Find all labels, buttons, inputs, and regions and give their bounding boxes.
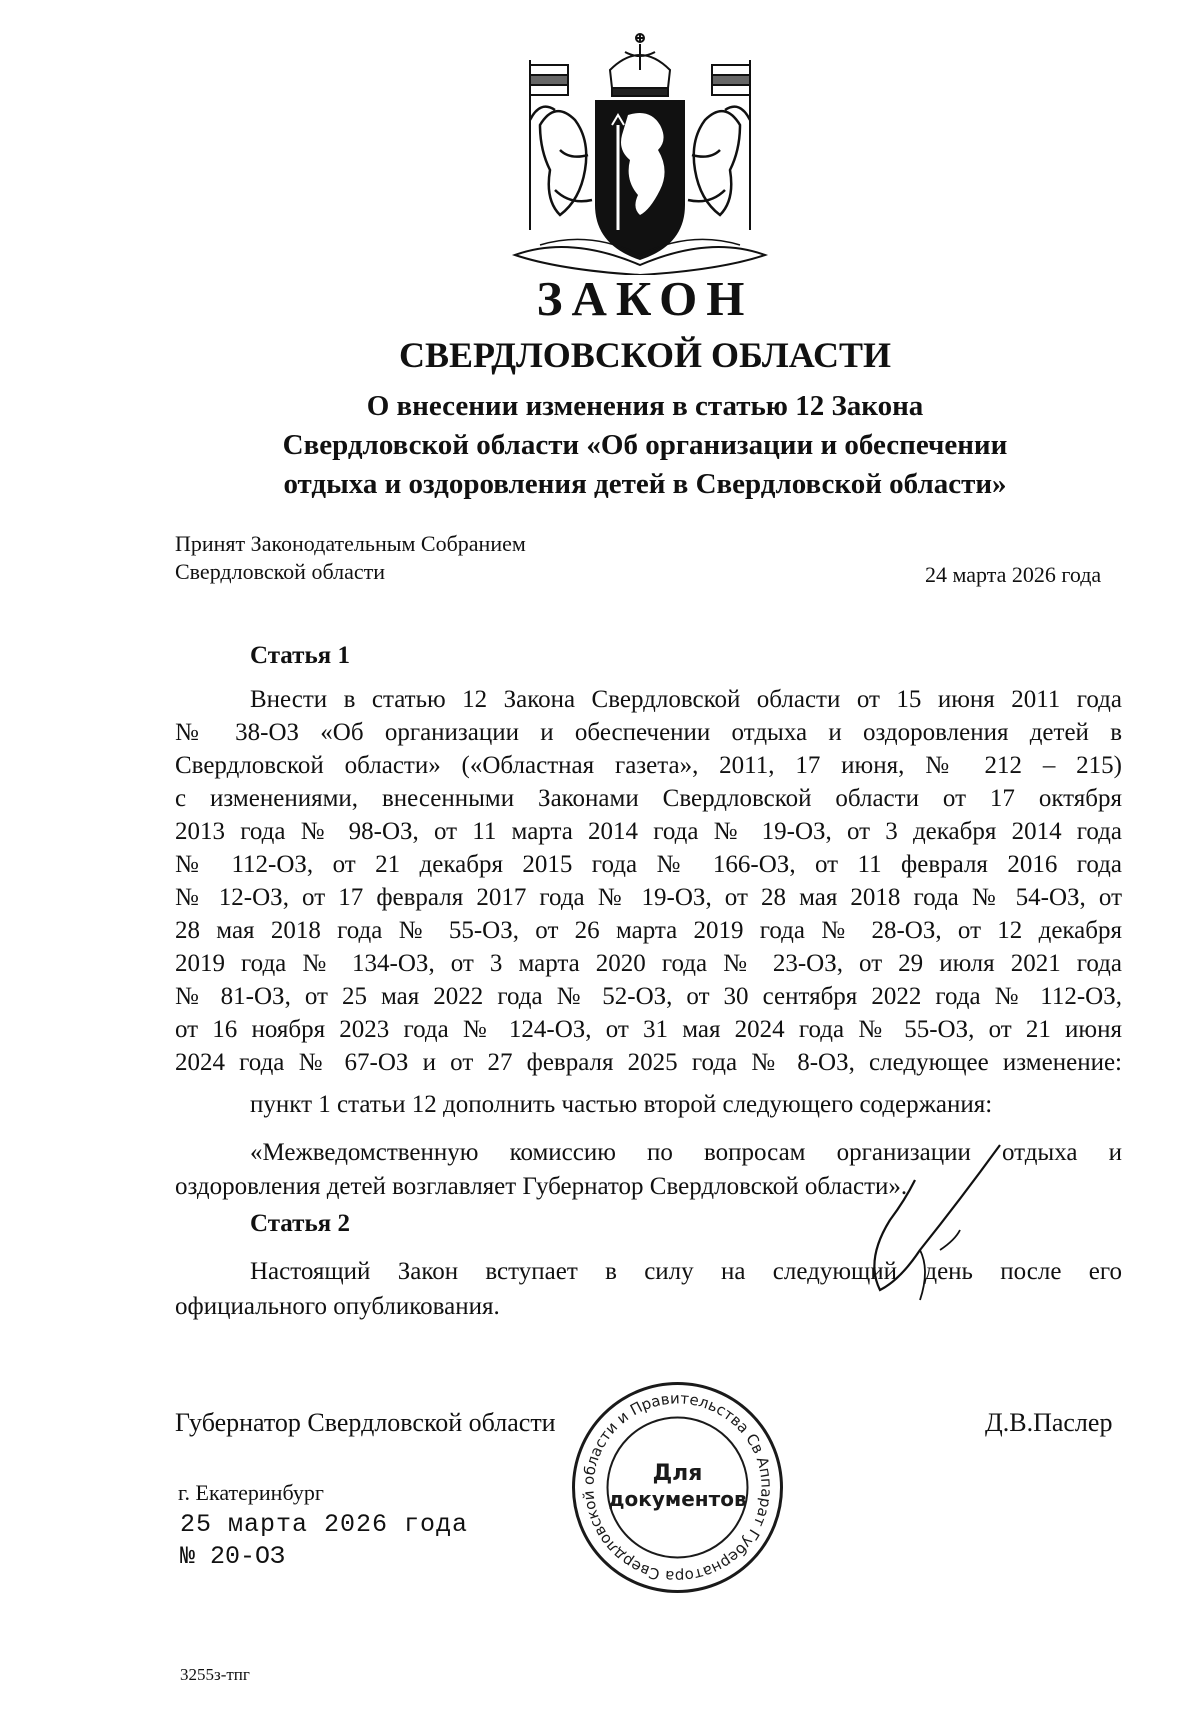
paragraph-line: от 16 ноября 2023 года № 124-ОЗ, от 31 мая 2024 года № 55-ОЗ, от 21 июня [175, 1016, 1122, 1043]
coat-of-arms-emblem [500, 30, 780, 275]
adoption-line: Свердловской области [175, 559, 385, 584]
document-title: ЗАКОН [536, 271, 754, 326]
paragraph-line: № 81-ОЗ, от 25 мая 2022 года № 52-ОЗ, от 30 сентября 2022 года № 112-ОЗ, [175, 983, 1122, 1010]
article-1-text [175, 683, 1122, 1079]
paragraph-line: Внести в статью 12 Закона Свердловской области от 15 июня 2011 года [250, 686, 1122, 713]
law-name [0, 387, 1200, 504]
law-number: № 20-ОЗ [180, 1542, 286, 1571]
article-2-line: официального опубликования. [175, 1293, 500, 1320]
paragraph-line: 28 мая 2018 года № 55-ОЗ, от 26 марта 2019 года № 28-ОЗ, от 12 декабря [175, 917, 1122, 944]
article-1-heading: Статья 1 [250, 642, 350, 669]
stamp-center-text: Для [652, 1461, 703, 1486]
paragraph-line: № 12-ОЗ, от 17 февраля 2017 года № 19-ОЗ, от 28 мая 2018 года № 54-ОЗ, от [175, 884, 1122, 911]
governor-name: Д.В.Паслер [985, 1408, 1113, 1437]
paragraph-line: 2013 года № 98-ОЗ, от 11 марта 2014 года № 19-ОЗ, от 3 декабря 2014 года [175, 818, 1122, 845]
article-2-heading: Статья 2 [250, 1210, 350, 1237]
official-stamp [570, 1380, 785, 1595]
handwritten-signature [860, 1140, 1010, 1310]
amendment-quote-line: оздоровления детей возглавляет Губернатор Свердловской области». [175, 1173, 908, 1200]
adoption-line: Принят Законодательным Собранием [175, 531, 526, 556]
paragraph-line: с изменениями, внесенными Законами Свердловской области от 17 октября [175, 785, 1122, 812]
law-name-line: О внесении изменения в статью 12 Закона [366, 390, 924, 422]
paragraph-line: № 38-ОЗ «Об организации и обеспечении отдыха и оздоровления детей в [175, 719, 1122, 746]
document-subtitle: СВЕРДЛОВСКОЙ ОБЛАСТИ [399, 335, 891, 375]
paragraph-line: 2024 года № 67-ОЗ и от 27 февраля 2025 года № 8-ОЗ, следующее изменение: [175, 1049, 1122, 1076]
article-2-line: Настоящий Закон вступает в силу на следующий день после его [250, 1258, 1122, 1285]
paragraph-line: № 112-ОЗ, от 21 декабря 2015 года № 166-ОЗ, от 11 февраля 2016 года [175, 851, 1122, 878]
law-name-line: отдыха и оздоровления детей в Свердловской области» [283, 468, 1007, 500]
stamp-center-text: документов [608, 1487, 747, 1511]
amendment-quote-line: «Межведомственную комиссию по вопросам организации отдыха и [250, 1139, 1122, 1166]
paragraph-line: Свердловской области» («Областная газета», 2011, 17 июня, № 212 – 215) [175, 752, 1122, 779]
adoption-date: 24 марта 2026 года [925, 562, 1102, 587]
stamp-ring-text: Аппарат Губернатора Свердловской области и Правительства Свердловской [579, 1389, 776, 1586]
governor-title: Губернатор Свердловской области [175, 1408, 556, 1437]
sign-place: г. Екатеринбург [178, 1480, 324, 1505]
document-code: 3255з-тпг [180, 1665, 250, 1684]
amendment-intro: пункт 1 статьи 12 дополнить частью второй следующего содержания: [250, 1091, 993, 1118]
paragraph-line: 2019 года № 134-ОЗ, от 3 марта 2020 года № 23-ОЗ, от 29 июля 2021 года [175, 950, 1122, 977]
sign-date: 25 марта 2026 года [180, 1510, 469, 1539]
law-name-line: Свердловской области «Об организации и обеспечении [282, 429, 1008, 461]
